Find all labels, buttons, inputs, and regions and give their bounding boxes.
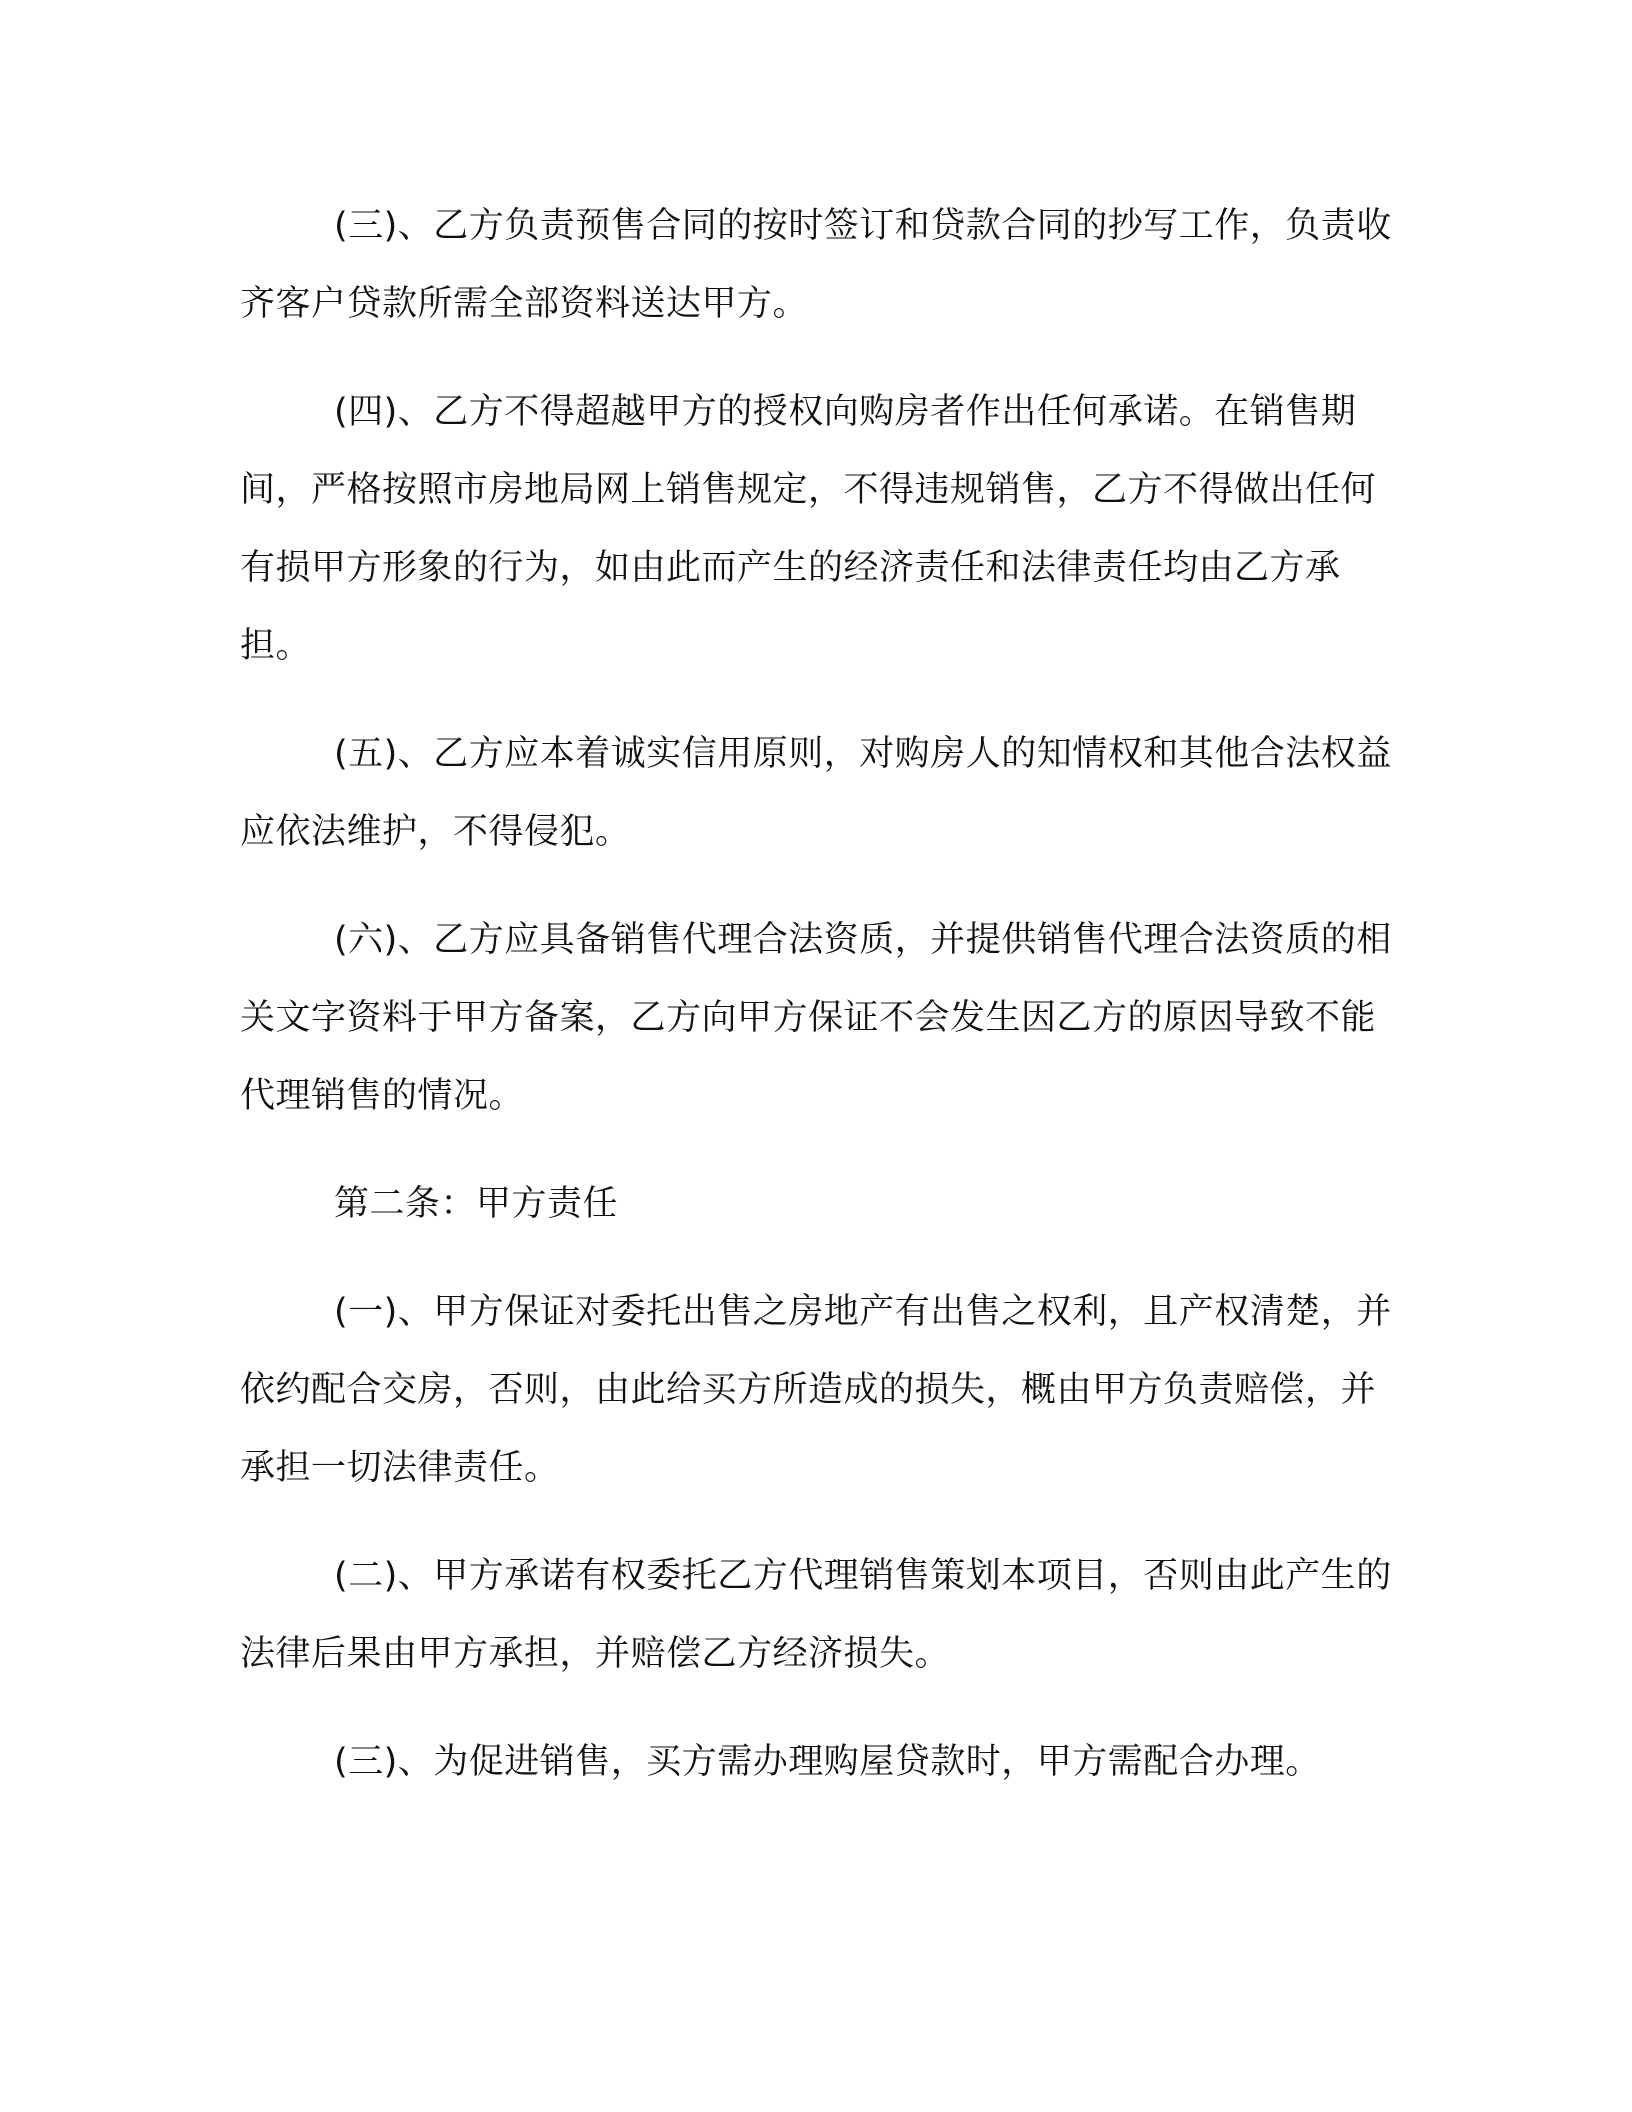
paragraph-seller-no-overpromise: (四)、乙方不得超越甲方的授权向购房者作出任何承诺。在销售期间，严格按照市房地局网上销售规定，不得违规销售，乙方不得做出任何有损甲方形象的行为，如由此而产生的经济责任和法律责任均由乙方承担。 <box>240 392 1377 666</box>
paragraph-party-a-loan-support: (三)、为促进销售，买方需办理购屋贷款时，甲方需配合办理。 <box>334 1742 1321 1782</box>
document-body <box>240 187 1410 1801</box>
section-heading-party-a-duty: 第二条：甲方责任 <box>334 1184 619 1224</box>
paragraph-seller-qualification: (六)、乙方应具备销售代理合法资质，并提供销售代理合法资质的相关文字资料于甲方备案，乙方向甲方保证不会发生因乙方的原因导致不能代理销售的情况。 <box>240 920 1392 1116</box>
paragraph-party-a-authorization: (二)、甲方承诺有权委托乙方代理销售策划本项目，否则由此产生的法律后果由甲方承担，并赔偿乙方经济损失。 <box>240 1556 1392 1674</box>
paragraph-party-a-ownership: (一)、甲方保证对委托出售之房地产有出售之权利，且产权清楚，并依约配合交房，否则，由此给买方所造成的损失，概由甲方负责赔偿，并承担一切法律责任。 <box>240 1292 1392 1488</box>
paragraph-seller-good-faith: (五)、乙方应本着诚实信用原则，对购房人的知情权和其他合法权益应依法维护，不得侵犯。 <box>240 734 1392 852</box>
paragraph-seller-contract-duty: (三)、乙方负责预售合同的按时签订和贷款合同的抄写工作，负责收齐客户贷款所需全部资料送达甲方。 <box>240 206 1392 324</box>
